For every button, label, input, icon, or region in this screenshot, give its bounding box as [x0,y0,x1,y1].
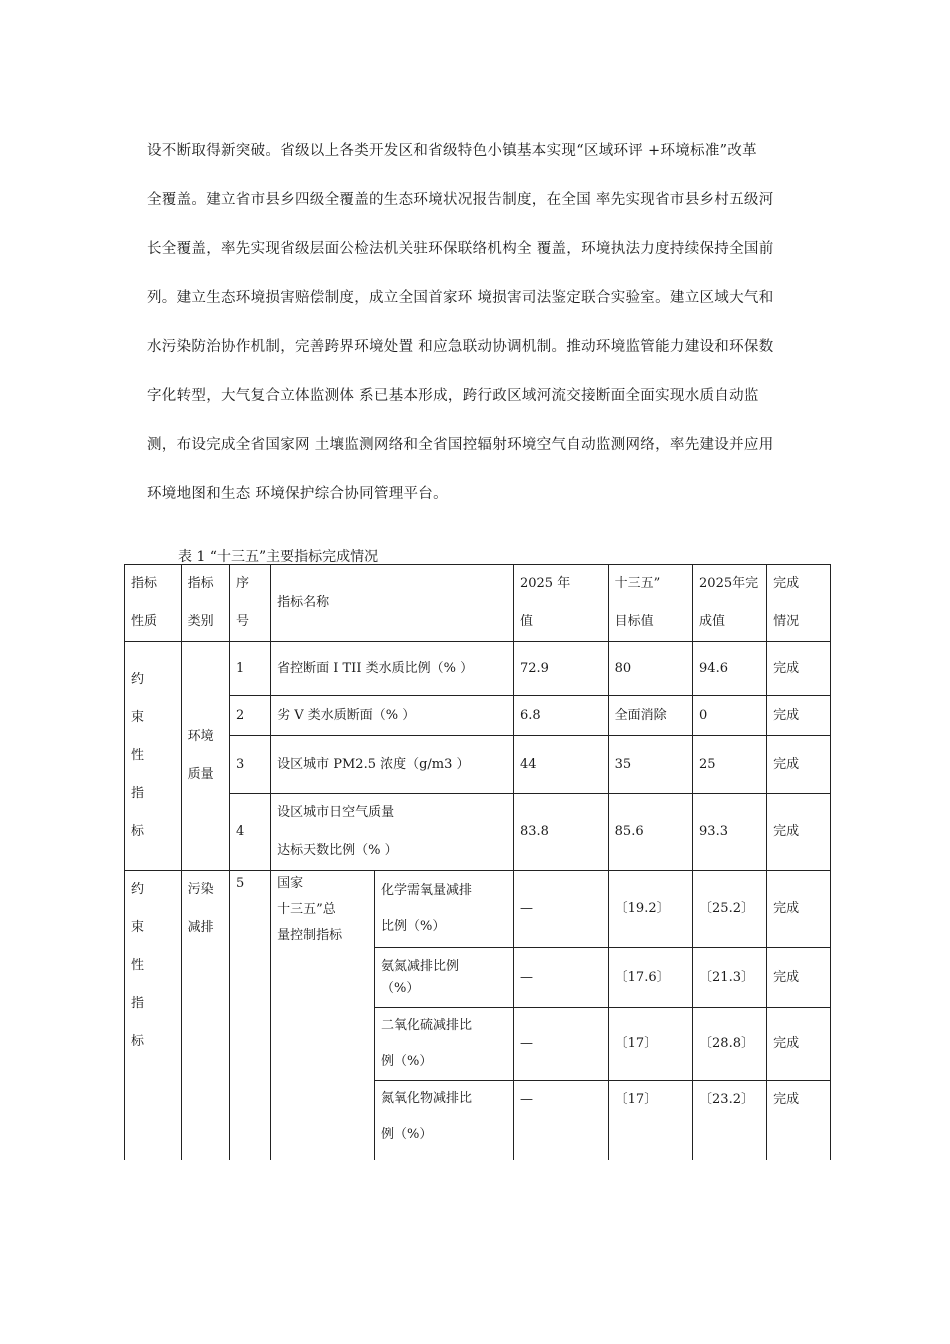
table-header-row [125,565,831,642]
row-value2025: 6.8 [513,696,608,736]
sub-indicator: 二氧化硫减排比 例（%） [375,1008,514,1081]
paragraph-line: 字化转型，大气复合立体监测体 系已基本形成，跨行政区域河流交接断面全面实现水质自动监 [147,388,759,404]
sub-indicator: 氮氧化物减排比 例（%） [375,1081,514,1160]
header-status: 完成 情况 [767,565,831,642]
paragraph-line: 设不断取得新突破。省级以上各类开发区和省级特色小镇基本实现“区域环评 +环境标准”改革 [147,143,757,159]
row-value2025: — [513,871,608,948]
paragraph-line: 环境地图和生态 环境保护综合协同管理平台。 [147,486,448,502]
table-row [125,696,831,736]
paragraph-line: 长全覆盖，率先实现省级层面公检法机关驻环保联络机构全 覆盖，环境执法力度持续保持全国前 [147,241,774,257]
row-value2025: — [513,1008,608,1081]
row-name: 省控断面 I TII 类水质比例（% ） [271,642,514,696]
row-done: 〔28.8〕 [693,1008,767,1081]
row-done: 0 [693,696,767,736]
row-status: 完成 [767,696,831,736]
row-done: 〔21.3〕 [693,948,767,1008]
row-target: 〔17〕 [608,1081,692,1160]
category-cell: 环境 质量 [181,642,229,871]
row-status: 完成 [767,948,831,1008]
row-name: 劣 V 类水质断面（% ） [271,696,514,736]
row-target: 全面消除 [608,696,692,736]
row-value2025: — [513,948,608,1008]
row-value2025: 72.9 [513,642,608,696]
row-value2025: 44 [513,736,608,794]
header-value2025: 2025 年 值 [513,565,608,642]
indicator-table [124,564,831,1160]
row-status: 完成 [767,1081,831,1160]
paragraph-line: 列。建立生态环境损害赔偿制度，成立全国首家环 境损害司法鉴定联合实验室。建立区域大气和 [147,290,774,306]
nature-cell: 约 束 性 指 标 [125,642,182,871]
sub-indicator: 化学需氧量减排 比例（%） [375,871,514,948]
table-row [125,794,831,871]
header-nature: 指标 性质 [125,565,182,642]
row-no: 1 [229,642,270,696]
row-status: 完成 [767,794,831,871]
row-no: 5 [229,871,270,1160]
header-no: 序 号 [229,565,270,642]
row-status: 完成 [767,871,831,948]
row-status: 完成 [767,1008,831,1081]
nature-cell: 约 束 性 指 标 [125,871,182,1160]
row-done: 93.3 [693,794,767,871]
paragraph-line: 测，布设完成全省国家网 土壤监测网络和全省国控辐射环境空气自动监测网络，率先建设并应用 [147,437,774,453]
table-row [125,736,831,794]
header-done: 2025年完 成值 [693,565,767,642]
row-value2025: 83.8 [513,794,608,871]
row-value2025: — [513,1081,608,1160]
row-no: 4 [229,794,270,871]
row-name: 设区城市 PM2.5 浓度（g/m3 ） [271,736,514,794]
header-name: 指标名称 [271,565,514,642]
row-name: 设区城市日空气质量 达标天数比例（% ） [271,794,514,871]
row-target: 〔19.2〕 [608,871,692,948]
header-category: 指标 类别 [181,565,229,642]
row-target: 35 [608,736,692,794]
row-no: 3 [229,736,270,794]
sub-indicator: 氨氮减排比例 （%） [375,948,514,1008]
row-no: 2 [229,696,270,736]
category-cell: 污染 减排 [181,871,229,1160]
paragraph-line: 全覆盖。建立省市县乡四级全覆盖的生态环境状况报告制度，在全国 率先实现省市县乡村五级河 [147,192,774,208]
row-done: 〔25.2〕 [693,871,767,948]
row-target: 〔17.6〕 [608,948,692,1008]
row-done: 25 [693,736,767,794]
table-row [125,871,831,948]
row-done: 94.6 [693,642,767,696]
row-done: 〔23.2〕 [693,1081,767,1160]
row-target: 〔17〕 [608,1008,692,1081]
row-status: 完成 [767,642,831,696]
paragraph-line: 水污染防治协作机制，完善跨界环境处置 和应急联动协调机制。推动环境监管能力建设和环保数 [147,339,774,355]
row-target: 85.6 [608,794,692,871]
table-row [125,642,831,696]
header-target: 十三五” 目标值 [608,565,692,642]
table-caption: 表 1 “十三五”主要指标完成情况 [178,549,379,565]
row-name: 国家 十三五”总 量控制指标 [271,871,375,1160]
row-status: 完成 [767,736,831,794]
row-target: 80 [608,642,692,696]
